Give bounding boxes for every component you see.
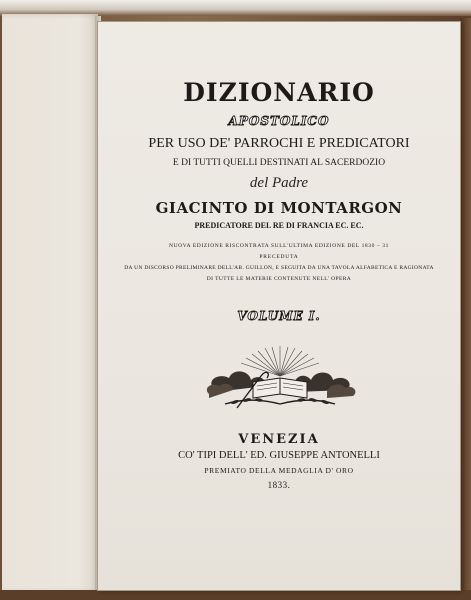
book-subtitle: APOSTOLICO [228,114,330,128]
edition-line-1: NUOVA EDIZIONE RISCONTRATA SULL'ULTIMA EDIZIONE DEL 1830 – 31 [169,243,389,249]
edition-line-2: PRECEDUTA [259,254,299,260]
purpose-line-1: PER USO DE' PARROCHI E PREDICATORI [148,136,410,151]
right-binding-edge [460,18,471,596]
book-title: DIZIONARIO [183,78,375,107]
edition-line-3: DA UN DISCORSO PRELIMINARE DELL'AB. GUILLON, E SEGUITA DA UNA TAVOLA ALFABETICA E RAGIONATA [124,265,434,271]
imprint-city: VENEZIA [238,432,320,447]
flyleaf-page [2,14,98,592]
printer-vignette-icon [195,342,365,414]
purpose-line-2: E DI TUTTI QUELLI DESTINATI AL SACERDOZIO [172,158,386,168]
bottom-binding-edge [0,590,471,600]
del-padre: del Padre [249,175,309,191]
author-title: PREDICATORE DEL RE DI FRANCIA EC. EC. [194,221,364,230]
volume-label: VOLUME I. [237,309,321,323]
author-name: GIACINTO DI MONTARGON [155,199,403,217]
imprint-prize: PREMIATO DELLA MEDAGLIA D' ORO [204,466,354,475]
edition-line-4: DI TUTTE LE MATERIE CONTENUTE NELL' OPERA [206,276,352,282]
imprint-year: 1833. [267,480,291,490]
title-page [98,22,460,590]
imprint-printer: CO' TIPI DELL' ED. GIUSEPPE ANTONELLI [178,450,380,461]
